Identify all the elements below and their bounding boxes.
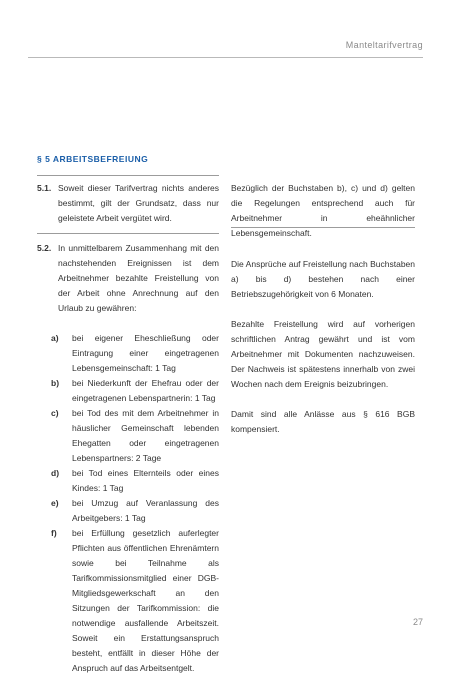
list-item-text: bei Tod eines Elternteils oder eines Kindes: 1 Tag [72,468,219,493]
section-title: § 5 ARBEITSBEFREIUNG [37,154,149,164]
item-rule [37,233,219,234]
section-rule [37,175,219,176]
item-5-2-text: In unmittelbarem Zusammenhang mit den nachstehenden Ereignissen ist dem Arbeitnehmer bezahlte Freistellung von der Arbeit ohne Anrechnung auf den Urlaub zu gewähren: [58,243,219,313]
item-5-1 [37,181,219,226]
list-item-label: e) [51,498,59,508]
paragraph-eheaehnlich: Bezüglich der Buchstaben b), c) und d) gelten die Regelungen entsprechend auch für Arbeitnehmer in eheähnlicher Lebensgemeinschaft. [231,183,415,238]
list-item [37,406,219,466]
item-5-2-number: 5.2. [37,243,52,253]
paragraph-betriebszugehoerigkeit: Die Ansprüche auf Freistellung nach Buchstaben a) bis d) bestehen nach einer Betriebszugehörigkeit von 6 Monaten. [231,259,415,299]
list-item [37,331,219,376]
list-item [37,466,219,496]
item-5-2 [37,241,219,316]
list-item [37,376,219,406]
item-5-1-number: 5.1. [37,183,52,193]
list-item-text: bei Umzug auf Veranlassung des Arbeitgebers: 1 Tag [72,498,219,523]
list-item-label: b) [51,378,60,388]
list-item-text: bei Tod des mit dem Arbeitnehmer in häuslicher Gemeinschaft lebenden Ehegatten oder eingetragenen Lebenspartners: 2 Tage [72,408,219,463]
paragraph-bgb: Damit sind alle Anlässe aus § 616 BGB kompensiert. [231,409,415,434]
paragraph-antrag-nachweis: Bezahlte Freistellung wird auf vorherigen schriftlichen Antrag gewährt und ist vom Arbeitnehmer mit Dokumenten nachzuweisen. Der Nachweis ist spätestens innerhalb von zwei Wochen nach dem Ereignis beizubringen. [231,319,415,389]
header-rule [28,57,423,58]
list-item-label: a) [51,333,59,343]
list-item [37,526,219,676]
left-column [37,181,219,676]
list-item-label: f) [51,528,57,538]
item-5-1-text: Soweit dieser Tarifvertrag nichts anderes bestimmt, gilt der Grundsatz, dass nur geleistete Arbeit vergütet wird. [58,183,219,223]
list-item-label: c) [51,408,59,418]
right-rule [231,227,415,228]
page-number: 27 [412,617,423,627]
right-column [231,181,415,437]
exemption-list [37,331,219,676]
list-item-text: bei Erfüllung gesetzlich auferlegter Pflichten aus öffentlichen Ehrenämtern sowie bei Teilnahme als Tarifkommissionsmitglied einer DGB-Mitgliedsgewerkschaft an den Sitzungen der Tarifkommission: die notwendige ausfallende Arbeitszeit. Soweit ein Erstattungsanspruch besteht, entfällt in dieser Höhe der Anspruch auf das Arbeitsentgelt. [72,528,219,673]
list-item-text: bei eigener Eheschließung oder Eintragung einer eingetragenen Lebensgemeinschaft: 1 Tag [72,333,219,373]
list-item-text: bei Niederkunft der Ehefrau oder der eingetragenen Lebenspartnerin: 1 Tag [72,378,219,403]
list-item [37,496,219,526]
list-item-label: d) [51,468,60,478]
running-title: Manteltarifvertrag [345,40,423,50]
